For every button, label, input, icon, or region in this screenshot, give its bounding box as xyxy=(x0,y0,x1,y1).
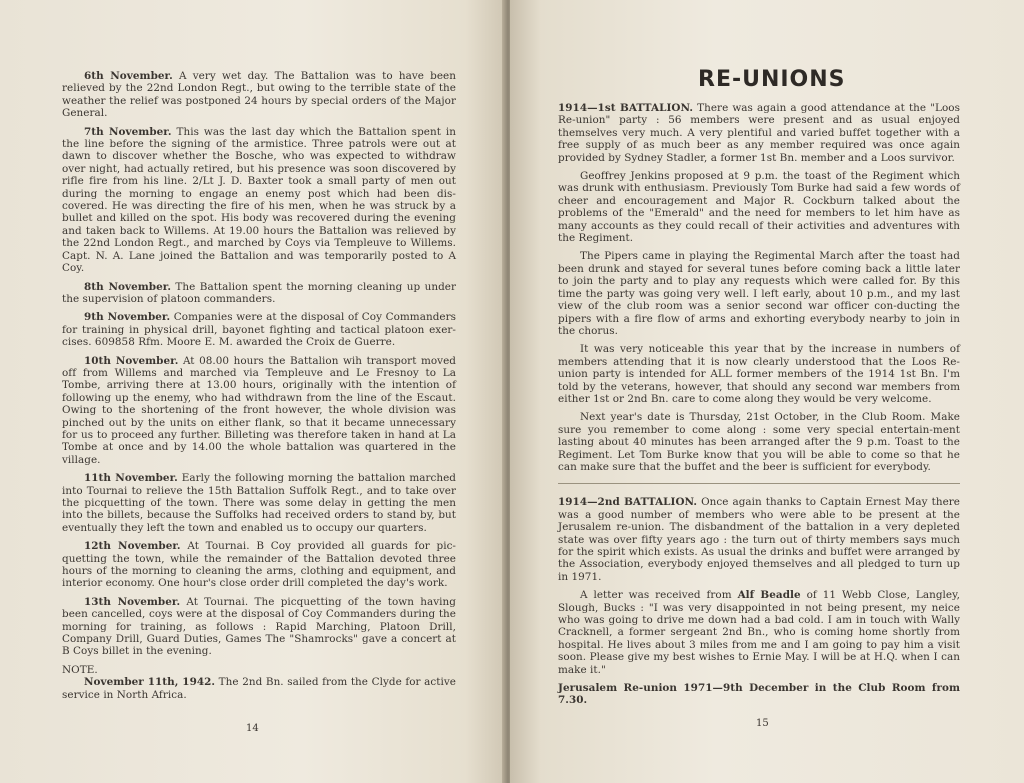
entry-13th-november: 13th November. At Tournai. The picquetting of the town having been cancelled, coys were at the disposal of Coy Commanders during the morning for training, as follows : Rapid Marching, Platoon Drill, Company Drill, Guard Duties, Games The "Shamrocks" gave a concert at B Coys billet in the evening. xyxy=(62,595,456,658)
left-text-column xyxy=(62,70,456,707)
entry-9th-november: 9th November. Companies were at the disposal of Coy Commanders for training in physical drill, bayonet fighting and tactical platoon exer-cises. 609858 Rfm. Moore E. M. awarded the Croix de Guerre. xyxy=(62,311,456,349)
page-number-right: 15 xyxy=(756,718,769,729)
paragraph-letter: A letter was received from Alf Beadle of 11 Webb Close, Langley, Slough, Bucks : "I was very disappointed in not being present, my neice who was going to drive me down had a bad cold. I am in touch with Wally Cracknell, a former sergeant 2nd Bn., who is coming home shortly from hospital. He lives about 3 miles from me and I am going to pay him a visit soon. Please give my best wishes to Ernie May. I will be at H.Q. when I can make it." xyxy=(558,589,961,676)
section-2nd-battalion: 1914—2nd BATTALION. Once again thanks to Captain Ernest May there was a good number of members who were able to be present at the Jerusalem re-union. The disbandment of the battalion in a very depleted state was over fifty years ago : the turn out of thirty members says much for the spirit which exists. As usual the drinks and buffet were arranged by the Association, everybody enjoyed themselves and all pledged to turn up in 1971. xyxy=(558,496,960,583)
right-page xyxy=(510,0,1024,783)
entry-8th-november: 8th November. The Battalion spent the morning cleaning up under the supervision of platoon commanders. xyxy=(62,280,456,305)
entry-12th-november: 12th November. At Tournai. B Coy provided all guards for pic-quetting the town, while the remainder of the Battalion devoted three hours of the morning to cleaning the arms, clothing and equipment, and interior economy. One hour's close order drill completed the day's work. xyxy=(62,540,456,590)
entry-7th-november: 7th November. This was the last day which the Battalion spent in the line before the signing of the armistice. Three patrols were out at dawn to discover whether the Bosche, who was expected to withdraw over night, had actually retired, but his presence was soon discovered by rifle fire from his line. 2/Lt J. D. Baxter took a small party of men out during the morning to engage an enemy post which had been dis-covered. He was directing the fire of his men, when he was struck by a bullet and killed on the spot. His body was recovered during the evening and taken back to Willems. At 19.00 hours the Battalion was relieved by the 22nd London Regt., and marched by Coys via Templeuve to Willems. Capt. N. A. Lane joined the Battalion and was temporarily posted to A Coy. xyxy=(62,125,457,275)
note-entry: November 11th, 1942. The 2nd Bn. sailed from the Clyde for active service in North Africa. xyxy=(62,676,456,701)
page-number-left: 14 xyxy=(246,723,259,734)
entry-11th-november: 11th November. Early the following morning the battalion marched into Tournai to relieve the 15th Battalion Suffolk Regt., and to take over the picquetting of the town. There was some delay in getting the men into the billets, because the Suffolks had received orders to stand by, but eventually they left the town and enabled us to occupy our quarters. xyxy=(62,472,456,534)
section-1st-battalion: 1914—1st BATTALION. There was again a good attendance at the "Loos Re-union" party : 56 members were present and as usual enjoyed themselves very much. A very plentiful and varied buffet together with a free supply of as much beer as any member required was once again provided by Sydney Stadler, a former 1st Bn. member and a Loos survivor. xyxy=(558,102,960,164)
paragraph-attendance: It was very noticeable this year that by the increase in numbers of members attending that it is now clearly understood that the Loos Re-union party is intended for ALL former members of the 1914 1st Bn. I'm told by the veterans, however, that should any second war members from either 1st or 2nd Bn. care to come along they would be very welcome. xyxy=(558,343,960,405)
section-divider xyxy=(558,483,960,484)
entry-10th-november: 10th November. At 08.00 hours the Battalion wih transport moved off from Willems and marched via Templeuve and Le Fresnoy to La Tombe, arriving there at 13.00 hours, originally with the intention of following up the enemy, who had withdrawn from the line of the Escaut. Owing to the shortening of the front however, the whole division was pinched out by the units on either flank, so that it became unnecessary for us to proceed any further. Billeting was therefore taken in hand at La Tombe at once and by 14.00 the whole battalion was quartered in the village. xyxy=(62,354,456,466)
note-label: NOTE. xyxy=(62,663,98,676)
paragraph-next-year: Next year's date is Thursday, 21st October, in the Club Room. Make sure you remember to come along : some very special entertain-ment lasting about 40 minutes has been arranged after the 9 p.m. Toast to the Regiment. Let Tom Burke know that you will be able to come so that he can make sure that the buffet and the beer is sufficient for everybody. xyxy=(558,411,960,473)
paragraph-toast: Geoffrey Jenkins proposed at 9 p.m. the toast of the Regiment which was drunk with enthusiasm. Previously Tom Burke had said a few words of cheer and encouragement and Major R. Cockburn talked about the problems of the "Emerald" and the need for members to let him have as many accounts as they could recall of their activities and adventures with the Regiment. xyxy=(558,170,960,245)
entry-6th-november: 6th November. A very wet day. The Battalion was to have been relieved by the 22nd London Regt., but owing to the terrible state of the weather the relief was postponed 24 hours by special orders of the Major General. xyxy=(62,70,456,120)
page-title: RE-UNIONS xyxy=(698,67,846,92)
left-page xyxy=(0,0,506,783)
jerusalem-reunion-notice: Jerusalem Re-union 1971—9th December in the Club Room from 7.30. xyxy=(558,682,960,707)
right-text-column xyxy=(558,102,960,713)
paragraph-pipers: The Pipers came in playing the Regimental March after the toast had been drunk and stayed for several tunes before coming back a little later to join the party and to play any requests which were called for. By this time the party was going very well. I left early, about 10 p.m., and my last view of the club room was a senior second war officer con-ducting the pipers with a fire flow of arms and exhorting everybody nearby to join in the chorus. xyxy=(558,250,960,337)
